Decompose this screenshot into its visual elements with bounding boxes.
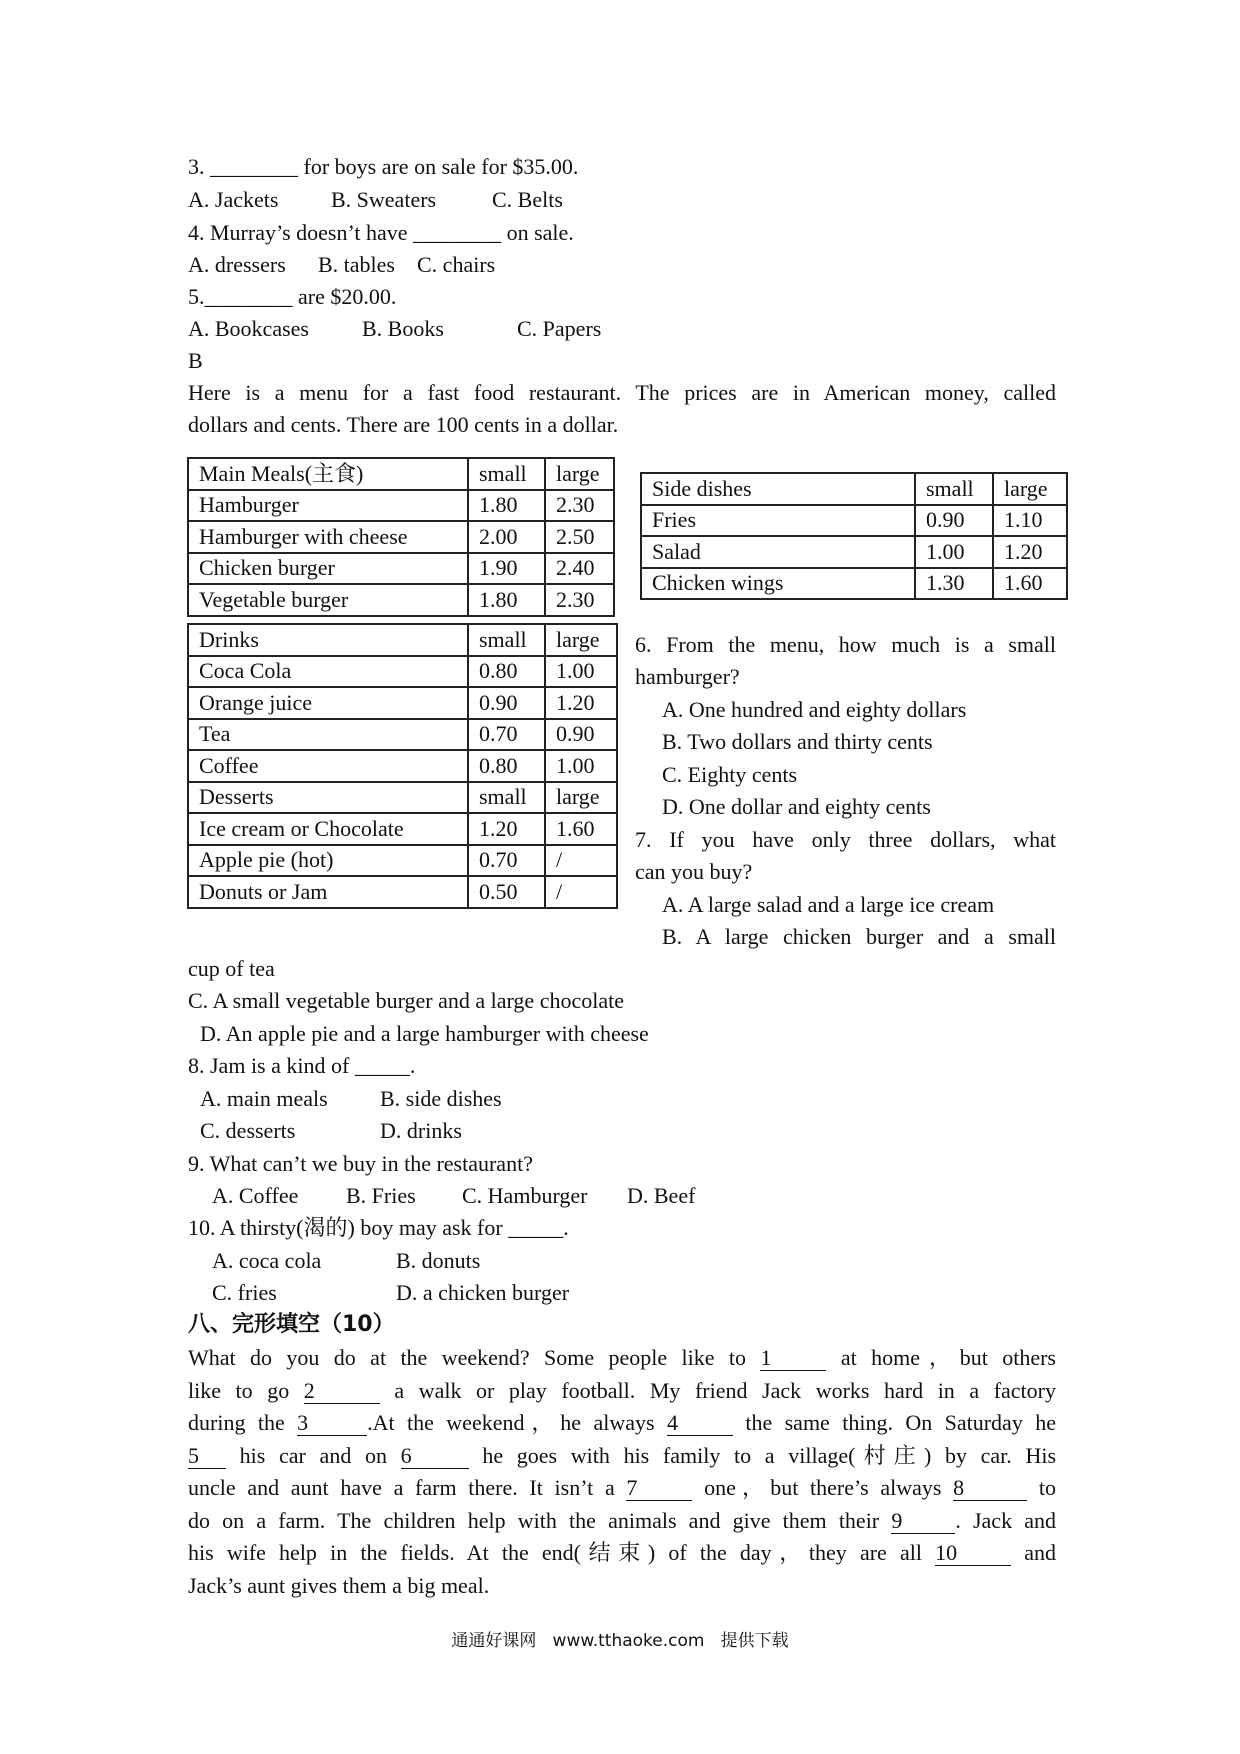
side-dishes-header: Side dishes xyxy=(641,473,915,505)
question-7-option-b: B. A large chicken burger and a small xyxy=(662,924,1056,949)
question-8-option-a: A. main meals xyxy=(200,1086,328,1111)
table-row xyxy=(641,505,1067,537)
table-row xyxy=(188,750,617,782)
cloze-blank-1[interactable]: 1 xyxy=(760,1346,826,1371)
question-3-option-b: B. Sweaters xyxy=(331,187,437,212)
question-4-option-a: A. dressers xyxy=(188,252,286,277)
small-header: small xyxy=(915,473,993,505)
table-row xyxy=(641,536,1067,568)
question-6-option-d: D. One dollar and eighty cents xyxy=(662,794,931,819)
item-name: Orange juice xyxy=(188,687,468,719)
cloze-line-3: during the 3 .At the weekend，he always 4 the same thing. On Saturday he xyxy=(188,1410,1056,1435)
side-dishes-table xyxy=(640,472,1068,600)
question-3-option-c: C. Belts xyxy=(492,187,563,212)
small-header: small xyxy=(468,624,545,656)
question-3-option-a: A. Jackets xyxy=(188,187,279,212)
question-6-stem-line-2: hamburger? xyxy=(635,664,740,689)
table-row xyxy=(188,521,614,553)
item-name: Chicken wings xyxy=(641,568,915,600)
item-name: Ice cream or Chocolate xyxy=(188,813,468,845)
question-8-stem: 8. Jam is a kind of _____. xyxy=(188,1053,416,1078)
question-5-option-c: C. Papers xyxy=(517,316,602,341)
cloze-line-7: his wife help in the fields. At the end(结束) of the day，they are all 10 and xyxy=(188,1540,1057,1565)
item-name: Tea xyxy=(188,719,468,751)
question-8-option-d: D. drinks xyxy=(380,1118,462,1143)
small-price: 1.80 xyxy=(468,584,545,616)
table-row xyxy=(188,656,617,688)
question-9-stem: 9. What can’t we buy in the restaurant? xyxy=(188,1151,533,1176)
drinks-header: Drinks xyxy=(188,624,468,656)
item-name: Coffee xyxy=(188,750,468,782)
cloze-blank-9[interactable]: 9 xyxy=(891,1509,955,1534)
cloze-blank-6[interactable]: 6 xyxy=(401,1444,469,1469)
item-name: Hamburger with cheese xyxy=(188,521,468,553)
item-name: Chicken burger xyxy=(188,553,468,585)
large-price: / xyxy=(545,845,617,877)
table-row xyxy=(188,813,617,845)
small-price: 1.80 xyxy=(468,490,545,522)
small-price: 0.80 xyxy=(468,750,545,782)
cloze-line-8: Jack’s aunt gives them a big meal. xyxy=(188,1573,490,1598)
question-6-option-c: C. Eighty cents xyxy=(662,762,798,787)
question-6-option-b: B. Two dollars and thirty cents xyxy=(662,729,933,754)
large-price: 1.00 xyxy=(545,750,617,782)
table-row xyxy=(188,845,617,877)
small-price: 0.90 xyxy=(468,687,545,719)
table-row xyxy=(188,584,614,616)
question-10-stem: 10. A thirsty(渴的) boy may ask for _____. xyxy=(188,1215,569,1240)
large-header: large xyxy=(545,782,617,814)
page-footer: 通通好课网 www.tthaoke.com 提供下载 xyxy=(451,1631,789,1651)
large-price: / xyxy=(545,876,617,908)
large-header: large xyxy=(545,458,614,490)
item-name: Salad xyxy=(641,536,915,568)
cloze-blank-4[interactable]: 4 xyxy=(667,1411,733,1436)
small-price: 0.50 xyxy=(468,876,545,908)
large-price: 1.60 xyxy=(545,813,617,845)
item-name: Coca Cola xyxy=(188,656,468,688)
table-row xyxy=(188,553,614,585)
table-row xyxy=(188,876,617,908)
question-6-stem-line-1: 6. From the menu, how much is a small xyxy=(635,632,1056,657)
cloze-blank-10[interactable]: 10 xyxy=(935,1541,1011,1566)
small-price: 2.00 xyxy=(468,521,545,553)
large-header: large xyxy=(545,624,617,656)
question-8-option-b: B. side dishes xyxy=(380,1086,502,1111)
item-name: Donuts or Jam xyxy=(188,876,468,908)
cloze-blank-2[interactable]: 2 xyxy=(304,1379,380,1404)
question-4-option-c: C. chairs xyxy=(417,252,496,277)
cloze-line-1: What do you do at the weekend? Some people like to 1 at home，but others xyxy=(188,1345,1056,1370)
question-10-option-d: D. a chicken burger xyxy=(396,1280,570,1305)
small-price: 0.70 xyxy=(468,719,545,751)
small-price: 1.00 xyxy=(915,536,993,568)
question-7-option-c: C. A small vegetable burger and a large chocolate xyxy=(188,988,624,1013)
cloze-blank-7[interactable]: 7 xyxy=(626,1476,692,1501)
small-price: 1.90 xyxy=(468,553,545,585)
cloze-blank-3[interactable]: 3 xyxy=(297,1411,367,1436)
main-meals-header: Main Meals(主食) xyxy=(188,458,468,490)
section-b-intro-line-2: dollars and cents. There are 100 cents in a dollar. xyxy=(188,412,619,437)
question-10-option-b: B. donuts xyxy=(396,1248,481,1273)
cloze-line-5: uncle and aunt have a farm there. It isn’t a 7 one，but there’s always 8 to xyxy=(188,1475,1056,1500)
question-9-option-b: B. Fries xyxy=(346,1183,416,1208)
question-4: 4. Murray’s doesn’t have ________ on sale. xyxy=(188,220,574,245)
table-header-row xyxy=(188,624,617,656)
small-price: 1.30 xyxy=(915,568,993,600)
question-6-option-a: A. One hundred and eighty dollars xyxy=(662,697,967,722)
question-9-option-d: D. Beef xyxy=(627,1183,696,1208)
cloze-line-6: do on a farm. The children help with the animals and give them their 9 . Jack and xyxy=(188,1508,1057,1533)
large-price: 2.30 xyxy=(545,490,614,522)
item-name: Hamburger xyxy=(188,490,468,522)
table-header-row xyxy=(188,782,617,814)
cloze-blank-5[interactable]: 5 xyxy=(188,1444,226,1469)
small-price: 1.20 xyxy=(468,813,545,845)
question-3: 3. ________ for boys are on sale for $35.00. xyxy=(188,154,579,179)
question-5-option-b: B. Books xyxy=(362,316,444,341)
question-8-option-c: C. desserts xyxy=(200,1118,296,1143)
large-header: large xyxy=(993,473,1067,505)
small-price: 0.80 xyxy=(468,656,545,688)
question-7-stem-line-2: can you buy? xyxy=(635,859,753,884)
question-5-option-a: A. Bookcases xyxy=(188,316,309,341)
item-name: Apple pie (hot) xyxy=(188,845,468,877)
large-price: 2.30 xyxy=(545,584,614,616)
large-price: 2.40 xyxy=(545,553,614,585)
question-7-option-a: A. A large salad and a large ice cream xyxy=(662,892,995,917)
section-b-intro-line-1: Here is a menu for a fast food restaurant. The prices are in American money, called xyxy=(188,380,1056,405)
cloze-line-2: like to go 2 a walk or play football. My friend Jack works hard in a factory xyxy=(188,1378,1056,1403)
table-row xyxy=(188,719,617,751)
question-5: 5.________ are $20.00. xyxy=(188,284,397,309)
large-price: 2.50 xyxy=(545,521,614,553)
desserts-header: Desserts xyxy=(188,782,468,814)
large-price: 1.00 xyxy=(545,656,617,688)
small-price: 0.90 xyxy=(915,505,993,537)
item-name: Fries xyxy=(641,505,915,537)
question-7-option-b-continued: cup of tea xyxy=(188,956,275,981)
question-10-option-a: A. coca cola xyxy=(212,1248,322,1273)
cloze-heading: 八、完形填空（10） xyxy=(188,1312,395,1337)
table-header-row xyxy=(188,458,614,490)
question-7-stem-line-1: 7. If you have only three dollars, what xyxy=(635,827,1056,852)
large-price: 1.10 xyxy=(993,505,1067,537)
large-price: 0.90 xyxy=(545,719,617,751)
small-header: small xyxy=(468,782,545,814)
question-9-option-a: A. Coffee xyxy=(212,1183,299,1208)
large-price: 1.20 xyxy=(993,536,1067,568)
question-4-option-b: B. tables xyxy=(318,252,395,277)
small-header: small xyxy=(468,458,545,490)
table-row xyxy=(641,568,1067,600)
question-10-option-c: C. fries xyxy=(212,1280,277,1305)
question-9-option-c: C. Hamburger xyxy=(462,1183,588,1208)
cloze-line-4: 5 his car and on 6 he goes with his family to a village(村庄) by car. His xyxy=(188,1443,1057,1468)
section-b-label: B xyxy=(188,348,203,373)
drinks-desserts-table xyxy=(187,623,618,909)
cloze-blank-8[interactable]: 8 xyxy=(953,1476,1027,1501)
large-price: 1.20 xyxy=(545,687,617,719)
question-7-option-d: D. An apple pie and a large hamburger with cheese xyxy=(200,1021,649,1046)
large-price: 1.60 xyxy=(993,568,1067,600)
table-row xyxy=(188,687,617,719)
item-name: Vegetable burger xyxy=(188,584,468,616)
main-meals-table xyxy=(187,457,615,617)
table-row xyxy=(188,490,614,522)
table-header-row xyxy=(641,473,1067,505)
small-price: 0.70 xyxy=(468,845,545,877)
